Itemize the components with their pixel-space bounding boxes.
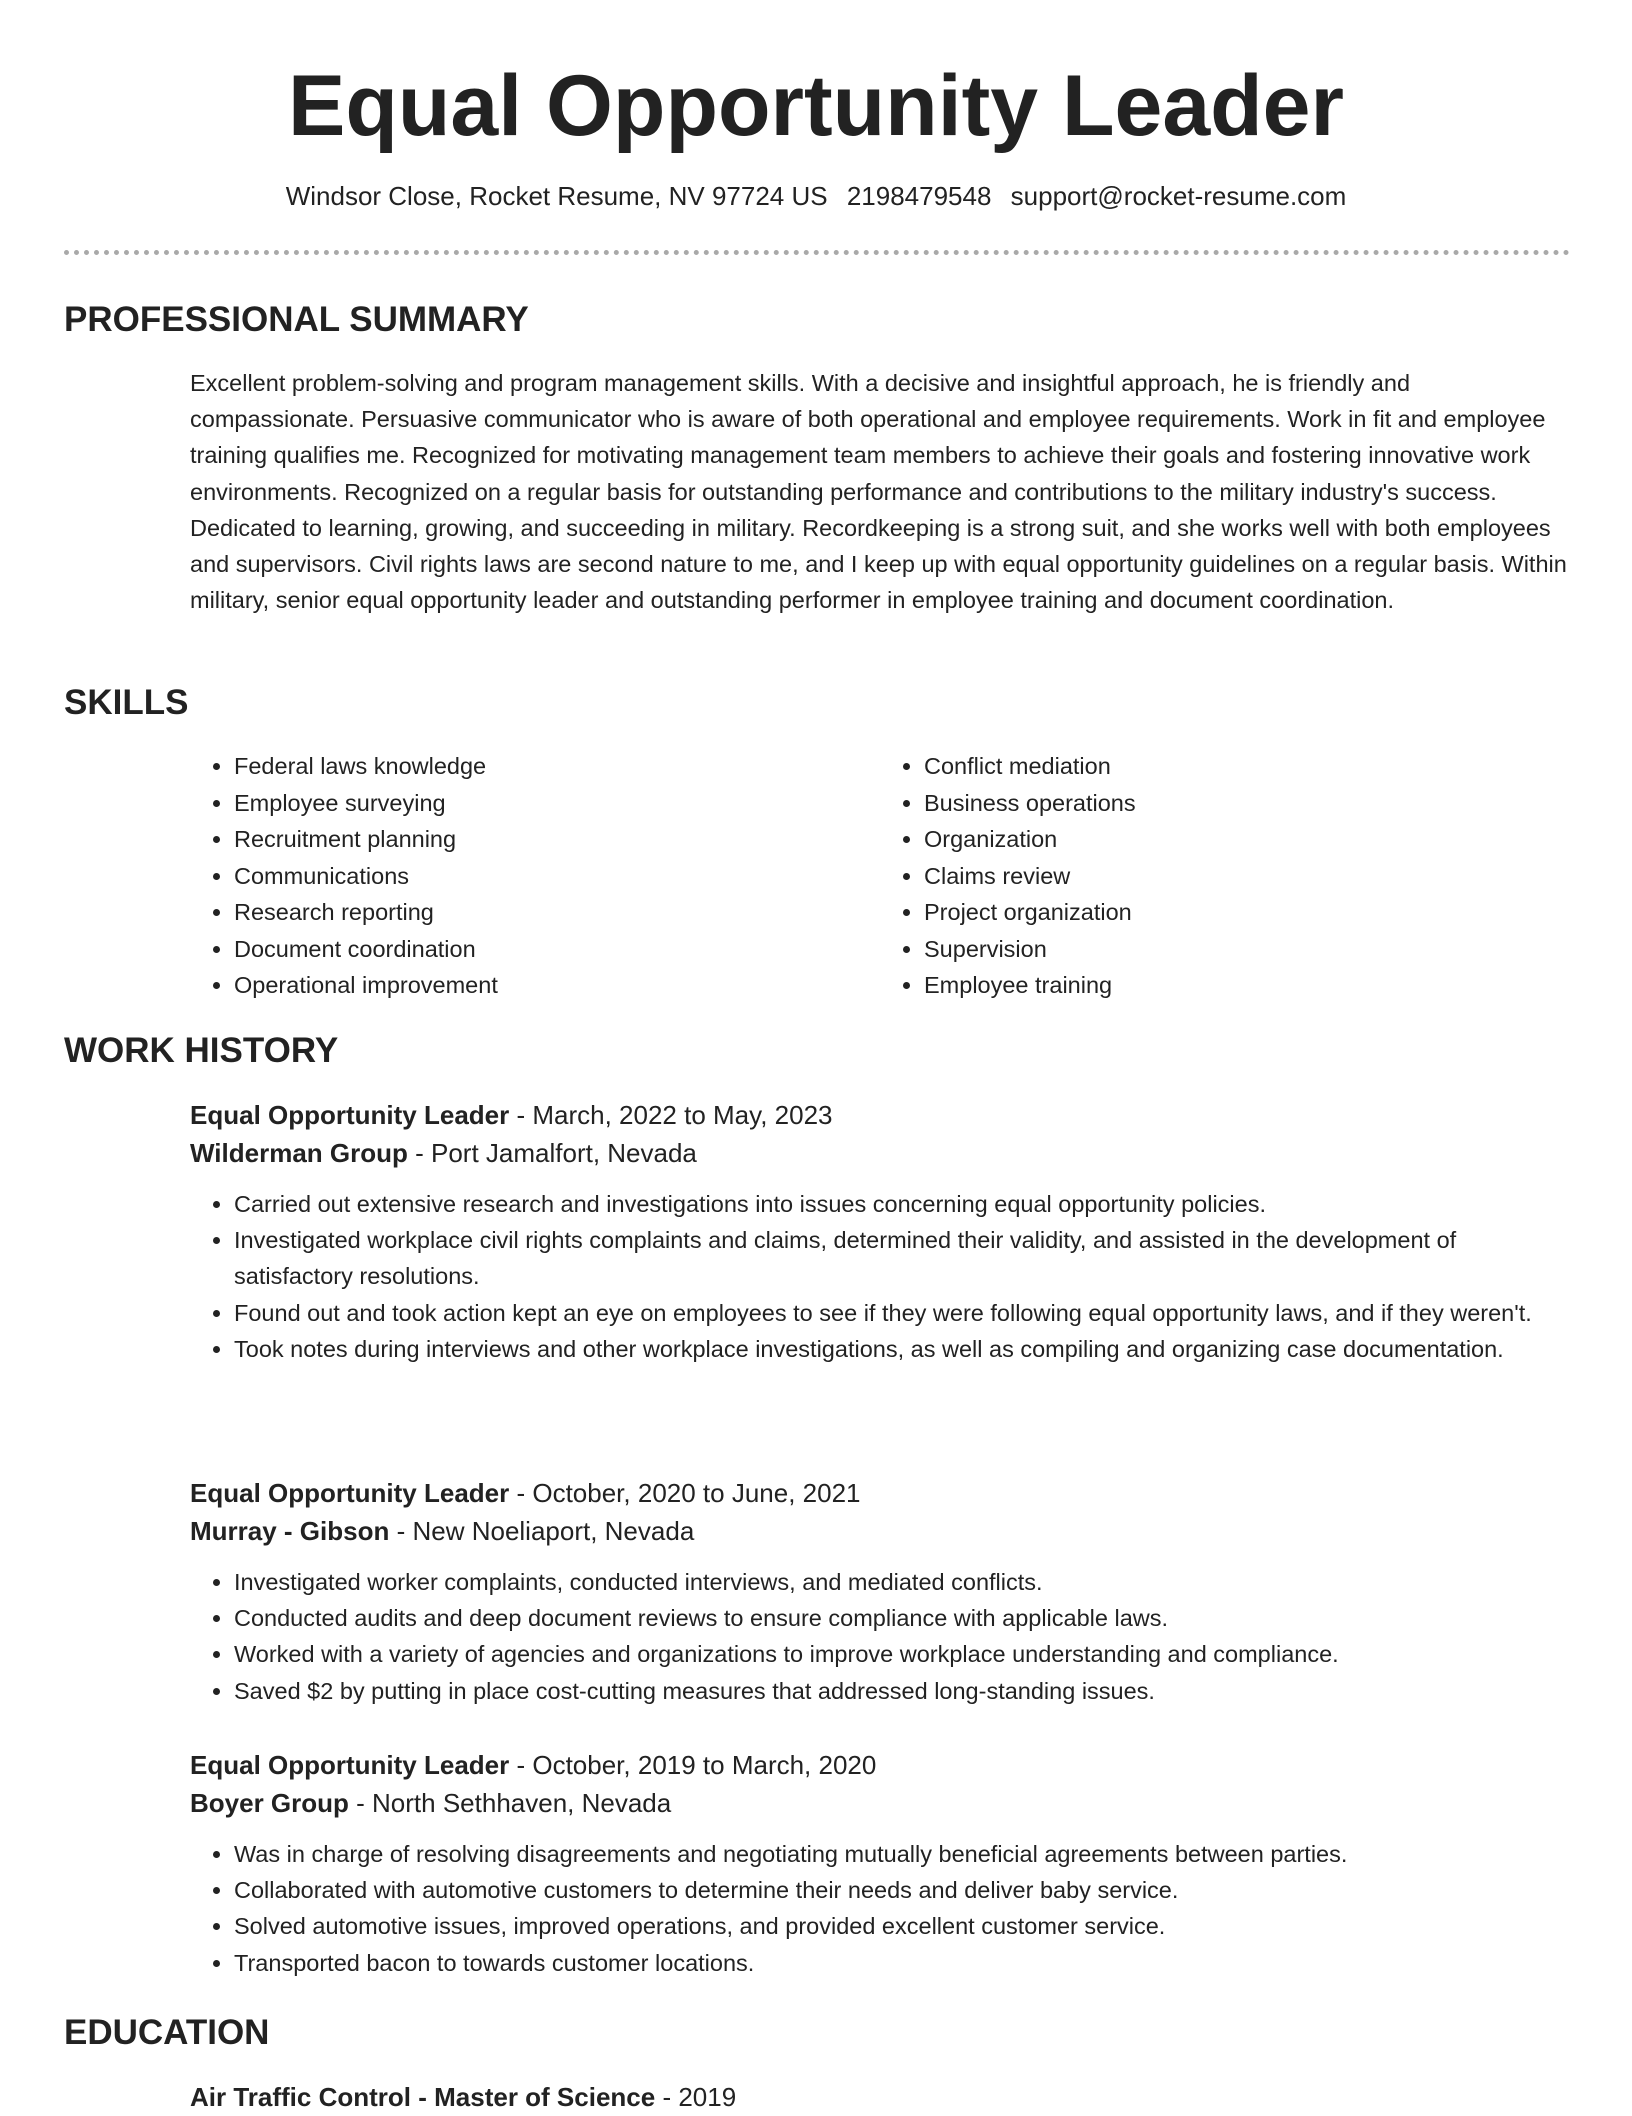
- skill-item: • Operational improvement: [234, 967, 880, 1004]
- skill-item: • Project organization: [924, 894, 1570, 931]
- job-company-line: [190, 1134, 1570, 1172]
- job-location: - New Noeliaport, Nevada: [389, 1516, 695, 1546]
- job-entry: [190, 1474, 1570, 1709]
- skill-item: • Recruitment planning: [234, 821, 880, 858]
- job-company-line: [190, 1512, 1570, 1550]
- job-title: Equal Opportunity Leader: [190, 1478, 510, 1508]
- job-title-line: [190, 1096, 1570, 1134]
- skill-item: • Supervision: [924, 931, 1570, 968]
- candidate-name: Equal Opportunity Leader: [288, 58, 1344, 154]
- job-bullets: [190, 1836, 1570, 1981]
- job-bullet: • Solved automotive issues, improved operations, and provided excellent customer service.: [234, 1908, 1570, 1944]
- job-title-line: [190, 1474, 1570, 1512]
- contact-line: [0, 178, 1632, 214]
- skills-column-left: [190, 748, 880, 1004]
- work-history-heading: WORK HISTORY: [64, 1031, 339, 1070]
- job-bullet: • Conducted audits and deep document reviews to ensure compliance with applicable laws.: [234, 1600, 1570, 1636]
- job-bullet: • Collaborated with automotive customers to determine their needs and deliver baby service.: [234, 1872, 1570, 1908]
- contact-phone: 2198479548: [846, 181, 992, 211]
- job-bullet: • Took notes during interviews and other workplace investigations, as well as compiling and organizing case documentation.: [234, 1331, 1570, 1367]
- job-dates: - October, 2020 to June, 2021: [509, 1478, 861, 1508]
- job-dates: - March, 2022 to May, 2023: [509, 1100, 833, 1130]
- job-title: Equal Opportunity Leader: [190, 1100, 510, 1130]
- skill-item: • Document coordination: [234, 931, 880, 968]
- job-title: Equal Opportunity Leader: [190, 1750, 510, 1780]
- skill-item: • Research reporting: [234, 894, 880, 931]
- job-company-line: [190, 1784, 1570, 1822]
- job-bullet: • Saved $2 by putting in place cost-cutting measures that addressed long-standing issues.: [234, 1673, 1570, 1709]
- skill-item: • Employee surveying: [234, 785, 880, 822]
- skills-list: [190, 748, 1570, 1004]
- education-year: - 2019: [655, 2082, 737, 2112]
- job-bullet: • Was in charge of resolving disagreements and negotiating mutually beneficial agreements between parties.: [234, 1836, 1570, 1872]
- contact-email: support@rocket-resume.com: [1010, 181, 1347, 211]
- job-company: Boyer Group: [190, 1788, 349, 1818]
- job-bullet: • Found out and took action kept an eye on employees to see if they were following equal opportunity laws, and if they weren't.: [234, 1295, 1570, 1331]
- job-bullets: [190, 1564, 1570, 1709]
- education-degree: Air Traffic Control - Master of Science: [190, 2082, 656, 2112]
- job-entry: [190, 1096, 1570, 1367]
- skill-item: • Communications: [234, 858, 880, 895]
- job-bullet: • Transported bacon to towards customer locations.: [234, 1945, 1570, 1981]
- job-location: - North Sethhaven, Nevada: [348, 1788, 672, 1818]
- job-bullet: • Carried out extensive research and investigations into issues concerning equal opportunity policies.: [234, 1186, 1570, 1222]
- job-bullets: [190, 1186, 1570, 1367]
- job-location: - Port Jamalfort, Nevada: [407, 1138, 697, 1168]
- education-heading: EDUCATION: [64, 2013, 270, 2052]
- resume-header: [0, 54, 1632, 214]
- job-company: Wilderman Group: [190, 1138, 408, 1168]
- skill-item: • Claims review: [924, 858, 1570, 895]
- skills-heading: SKILLS: [64, 683, 189, 722]
- skill-item: • Organization: [924, 821, 1570, 858]
- contact-address: Windsor Close, Rocket Resume, NV 97724 US: [285, 181, 828, 211]
- job-company: Murray - Gibson: [190, 1516, 390, 1546]
- header-divider: [64, 250, 1570, 255]
- job-bullet: • Investigated workplace civil rights complaints and claims, determined their validity, and assisted in the development of satisfactory resolutions.: [234, 1222, 1570, 1294]
- summary-text: Excellent problem-solving and program management skills. With a decisive and insightful approach, he is friendly and compassionate. Persuasive communicator who is aware of both operational and employee requirements. Work in fit and employee training qualifies me. Recognized for motivating management team members to achieve their goals and fostering innovative work environments. Recognized on a regular basis for outstanding performance and contributions to the military industry's success. Dedicated to learning, growing, and succeeding in military. Recordkeeping is a strong suit, and she works well with both employees and supervisors. Civil rights laws are second nature to me, and I keep up with equal opportunity guidelines on a regular basis. Within military, senior equal opportunity leader and outstanding performer in employee training and document coordination.: [190, 370, 1567, 614]
- skills-column-right: [880, 748, 1570, 1004]
- education-entry: [190, 2078, 736, 2116]
- job-bullet: • Investigated worker complaints, conducted interviews, and mediated conflicts.: [234, 1564, 1570, 1600]
- job-entry: [190, 1746, 1570, 1981]
- job-bullet: • Worked with a variety of agencies and organizations to improve workplace understanding and compliance.: [234, 1636, 1570, 1672]
- skill-item: • Conflict mediation: [924, 748, 1570, 785]
- job-dates: - October, 2019 to March, 2020: [509, 1750, 877, 1780]
- skill-item: • Federal laws knowledge: [234, 748, 880, 785]
- summary-heading: PROFESSIONAL SUMMARY: [64, 300, 529, 339]
- skill-item: • Business operations: [924, 785, 1570, 822]
- job-title-line: [190, 1746, 1570, 1784]
- skill-item: • Employee training: [924, 967, 1570, 1004]
